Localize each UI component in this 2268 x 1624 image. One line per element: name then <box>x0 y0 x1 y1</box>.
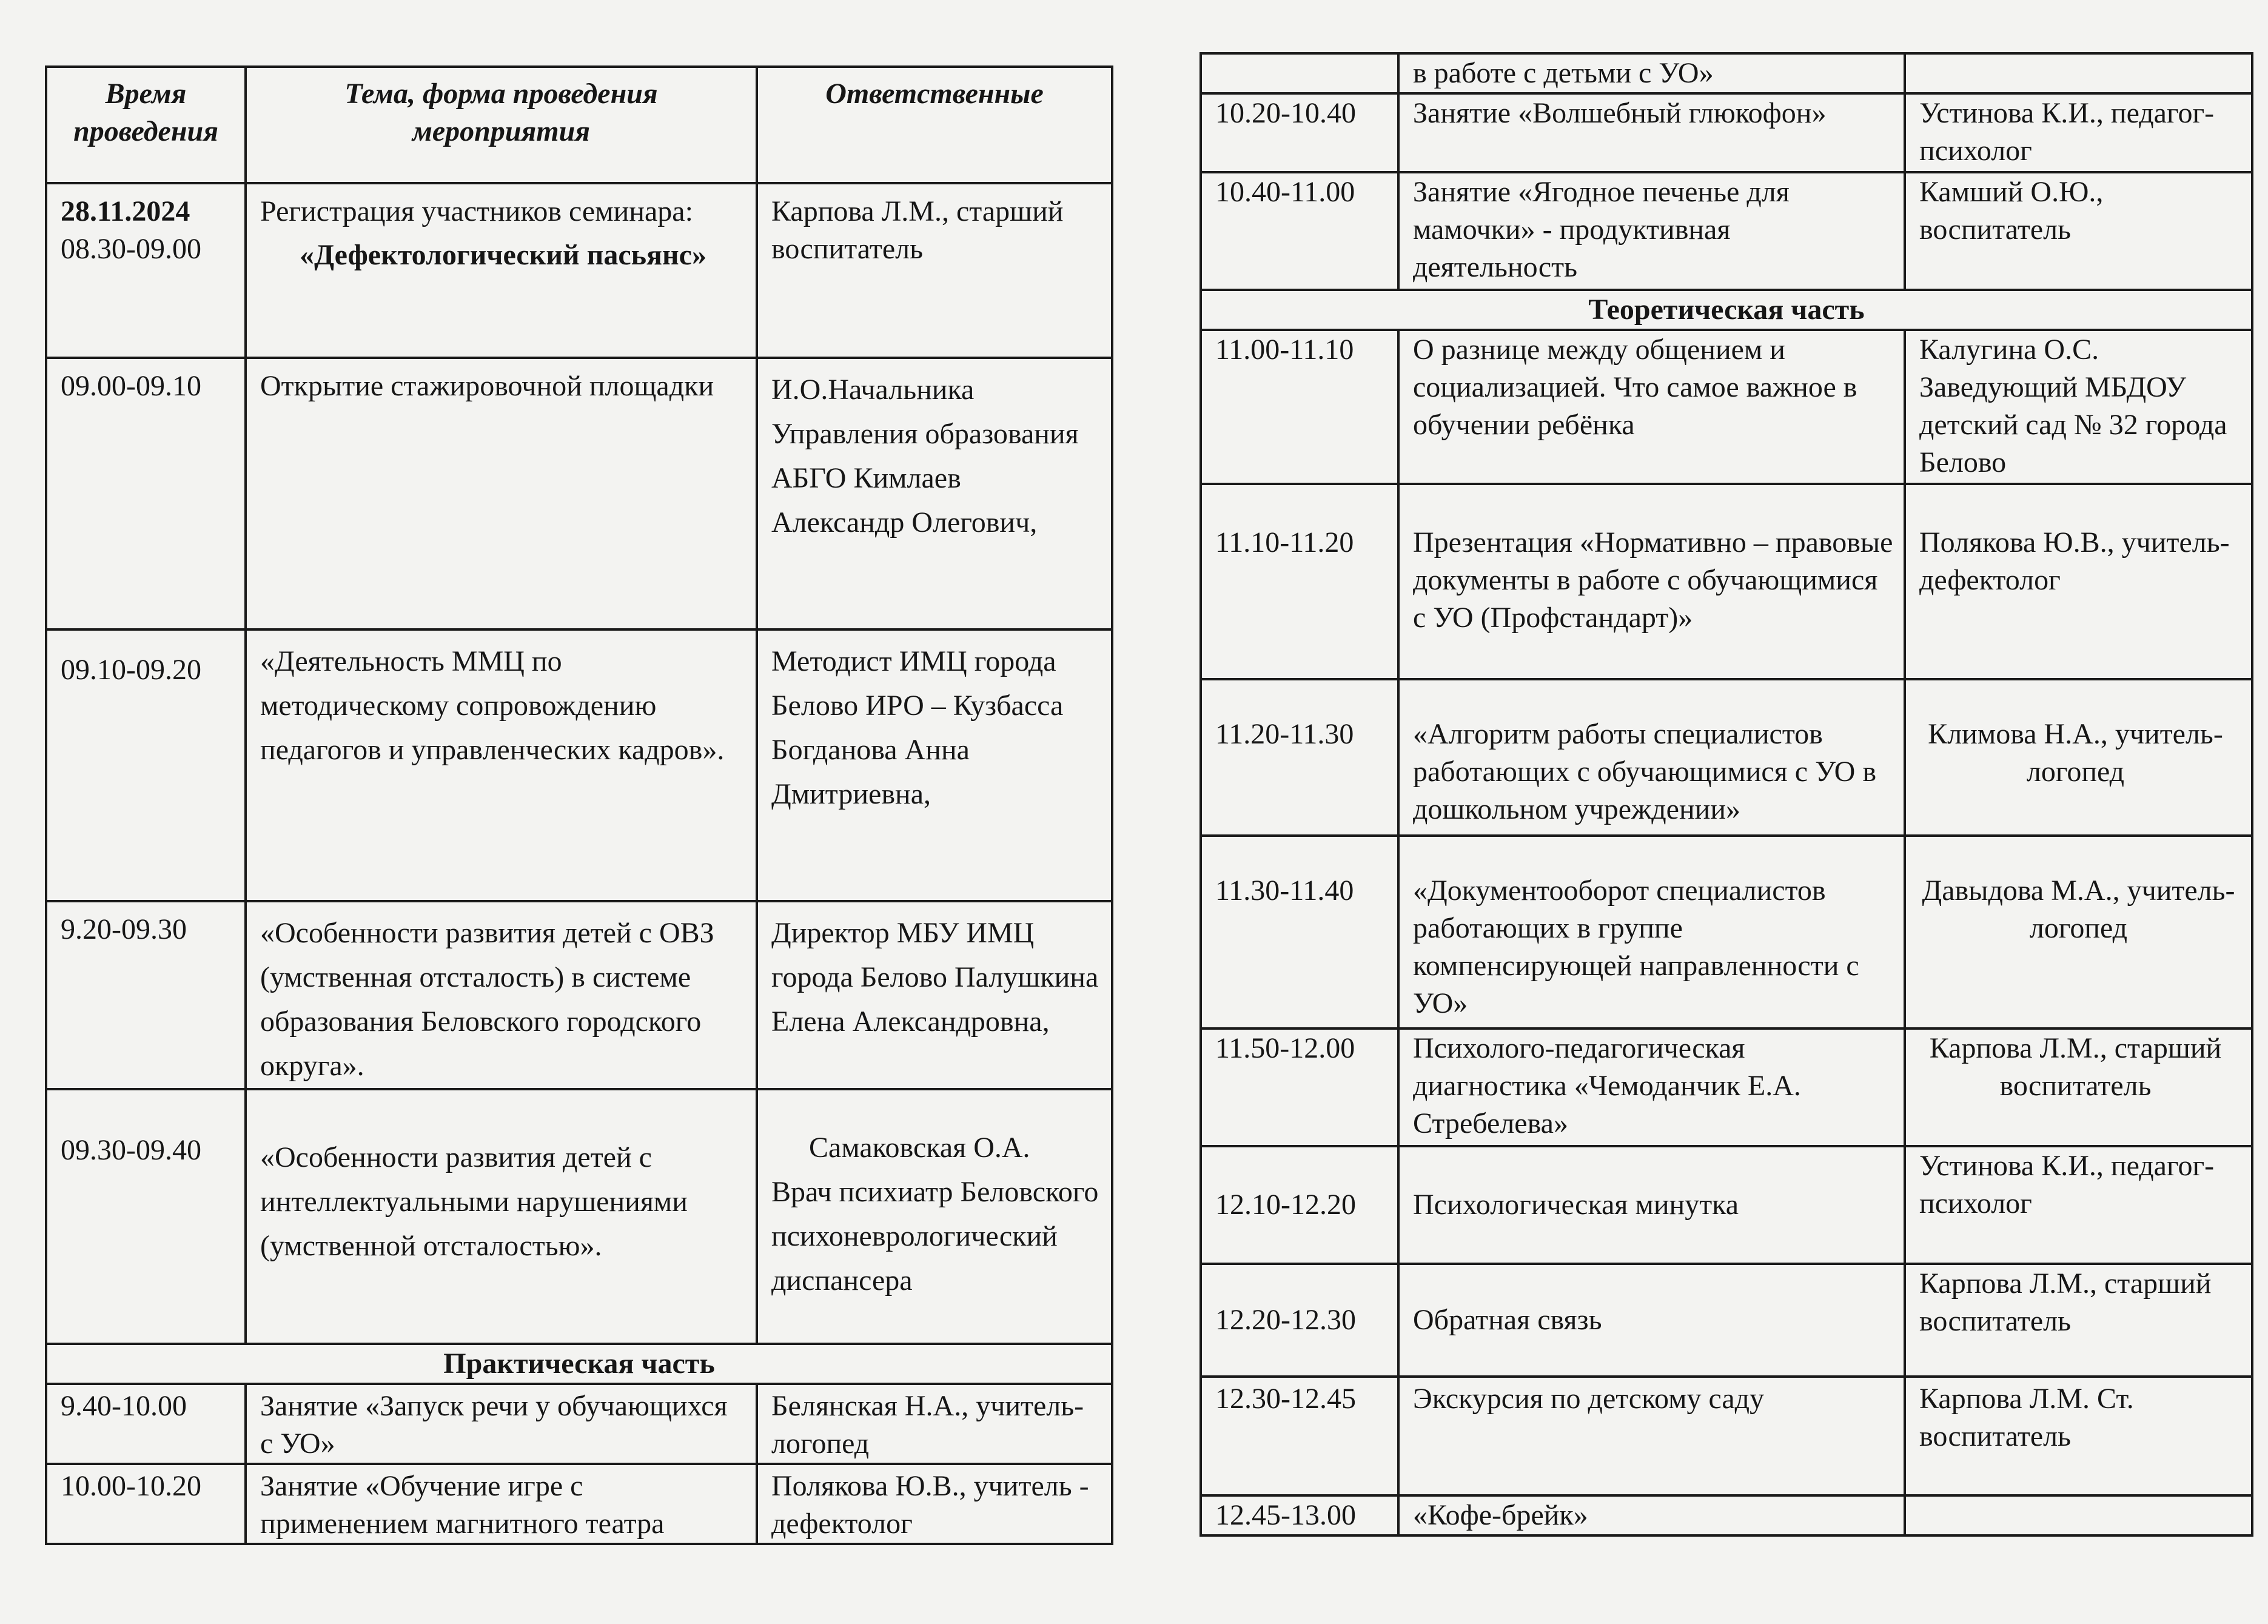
topic-cell: О разнице между общением и социализацией. Что самое важное в обучении ребёнка <box>1398 330 1905 484</box>
time-cell: 11.00-11.10 <box>1201 330 1398 484</box>
header-responsible: Ответственные <box>757 67 1112 183</box>
time-cell: 11.20-11.30 <box>1201 679 1398 836</box>
topic-cell: «Особенности развития детей с ОВЗ (умственная отсталость) в системе образования Беловского городского округа». <box>246 901 757 1089</box>
responsible-cell: Устинова К.И., педагог-психолог <box>1905 93 2252 172</box>
section-row <box>1201 290 2252 330</box>
table-row <box>46 1089 1112 1344</box>
topic-cell: Занятие «Запуск речи у обучающихся с УО» <box>246 1384 757 1464</box>
topic-cell: Презентация «Нормативно – правовые документы в работе с обучающимися с УО (Профстандарт)» <box>1398 484 1905 679</box>
time-cell: 11.30-11.40 <box>1201 836 1398 1028</box>
responsible-cell: Карпова Л.М., старший воспитатель <box>1905 1264 2252 1377</box>
responsible-cell: Полякова Ю.В., учитель-дефектолог <box>1905 484 2252 679</box>
time-cell: 12.30-12.45 <box>1201 1377 1398 1495</box>
topic-cell: в работе с детьми с УО» <box>1398 53 1905 93</box>
topic-cell: Открытие стажировочной площадки <box>246 358 757 629</box>
topic-cell: «Особенности развития детей с интеллектуальными нарушениями (умственной отсталостью». <box>246 1089 757 1344</box>
responsible-role: Врач психиатр Беловского психоневрологический диспансера <box>771 1176 1099 1297</box>
topic-cell: Занятие «Ягодное печенье для мамочки» - продуктивная деятельность <box>1398 172 1905 290</box>
event-time: 08.30-09.00 <box>61 233 201 265</box>
section-title: Практическая часть <box>46 1344 1112 1384</box>
table-row <box>46 901 1112 1089</box>
topic-cell: Занятие «Волшебный глюкофон» <box>1398 93 1905 172</box>
responsible-cell: Устинова К.И., педагог-психолог <box>1905 1146 2252 1264</box>
topic-text: Регистрация участников семинара: <box>260 195 693 227</box>
topic-cell: Обратная связь <box>1398 1264 1905 1377</box>
header-topic: Тема, форма проведения мероприятия <box>246 67 757 183</box>
time-cell: 10.20-10.40 <box>1201 93 1398 172</box>
responsible-cell: Полякова Ю.В., учитель - дефектолог <box>757 1464 1112 1544</box>
seminar-title: «Дефектологический пасьянс» <box>300 239 706 271</box>
time-cell: 11.50-12.00 <box>1201 1028 1398 1146</box>
table-row <box>1201 1377 2252 1495</box>
table-row <box>1201 172 2252 290</box>
topic-cell: Экскурсия по детскому саду <box>1398 1377 1905 1495</box>
time-cell: 12.20-12.30 <box>1201 1264 1398 1377</box>
responsible-cell: Калугина О.С. Заведующий МБДОУ детский сад № 32 города Белово <box>1905 330 2252 484</box>
table-row <box>1201 836 2252 1028</box>
table-row <box>46 629 1112 901</box>
responsible-cell: Белянская Н.А., учитель-логопед <box>757 1384 1112 1464</box>
section-title: Теоретическая часть <box>1201 290 2252 330</box>
table-row <box>1201 679 2252 836</box>
header-time: Время проведения <box>46 67 246 183</box>
responsible-cell: Климова Н.А., учитель-логопед <box>1905 679 2252 836</box>
schedule-table-right <box>1199 52 2253 1537</box>
table-row <box>46 358 1112 629</box>
responsible-cell: Давыдова М.А., учитель-логопед <box>1905 836 2252 1028</box>
topic-cell: Психологическая минутка <box>1398 1146 1905 1264</box>
responsible-cell: Камший О.Ю., воспитатель <box>1905 172 2252 290</box>
continued-row <box>1201 53 2252 93</box>
responsible-cell: Директор МБУ ИМЦ города Белово Палушкина Елена Александровна, <box>757 901 1112 1089</box>
topic-cell <box>246 183 757 358</box>
time-cell: 11.10-11.20 <box>1201 484 1398 679</box>
table-row <box>46 1464 1112 1544</box>
table-row <box>1201 1264 2252 1377</box>
topic-cell: «Алгоритм работы специалистов работающих с обучающимися с УО в дошкольном учреждении» <box>1398 679 1905 836</box>
responsible-cell: Методист ИМЦ города Белово ИРО – Кузбасса Богданова Анна Дмитриевна, <box>757 629 1112 901</box>
time-cell: 10.40-11.00 <box>1201 172 1398 290</box>
time-cell: 09.00-09.10 <box>46 358 246 629</box>
time-cell: 09.10-09.20 <box>46 629 246 901</box>
topic-cell: «Деятельность ММЦ по методическому сопровождению педагогов и управленческих кадров». <box>246 629 757 901</box>
responsible-cell: Карпова Л.М., старший воспитатель <box>757 183 1112 358</box>
table-header-row <box>46 67 1112 183</box>
time-cell: 9.20-09.30 <box>46 901 246 1089</box>
table-row <box>1201 1146 2252 1264</box>
topic-cell: Психолого-педагогическая диагностика «Чемоданчик Е.А. Стребелева» <box>1398 1028 1905 1146</box>
responsible-cell: Карпова Л.М. Ст. воспитатель <box>1905 1377 2252 1495</box>
table-row <box>46 183 1112 358</box>
responsible-cell <box>757 1089 1112 1344</box>
time-cell <box>46 183 246 358</box>
responsible-cell: И.О.Начальника Управления образования АБГО Кимлаев Александр Олегович, <box>757 358 1112 629</box>
table-row <box>1201 1028 2252 1146</box>
time-cell: 12.10-12.20 <box>1201 1146 1398 1264</box>
responsible-cell <box>1905 1495 2252 1535</box>
time-cell: 09.30-09.40 <box>46 1089 246 1344</box>
table-row <box>46 1384 1112 1464</box>
time-cell: 10.00-10.20 <box>46 1464 246 1544</box>
table-row <box>1201 93 2252 172</box>
section-row <box>46 1344 1112 1384</box>
responsible-name: Самаковская О.А. <box>809 1132 1030 1164</box>
schedule-table-left <box>45 65 1113 1545</box>
responsible-cell: Карпова Л.М., старший воспитатель <box>1905 1028 2252 1146</box>
time-cell: 9.40-10.00 <box>46 1384 246 1464</box>
topic-cell: «Кофе-брейк» <box>1398 1495 1905 1535</box>
event-date: 28.11.2024 <box>61 195 190 227</box>
table-row <box>1201 330 2252 484</box>
topic-cell: Занятие «Обучение игре с применением магнитного театра <box>246 1464 757 1544</box>
time-cell: 12.45-13.00 <box>1201 1495 1398 1535</box>
topic-cell: «Документооборот специалистов работающих в группе компенсирующей направленности с УО» <box>1398 836 1905 1028</box>
table-row <box>1201 484 2252 679</box>
table-row <box>1201 1495 2252 1535</box>
